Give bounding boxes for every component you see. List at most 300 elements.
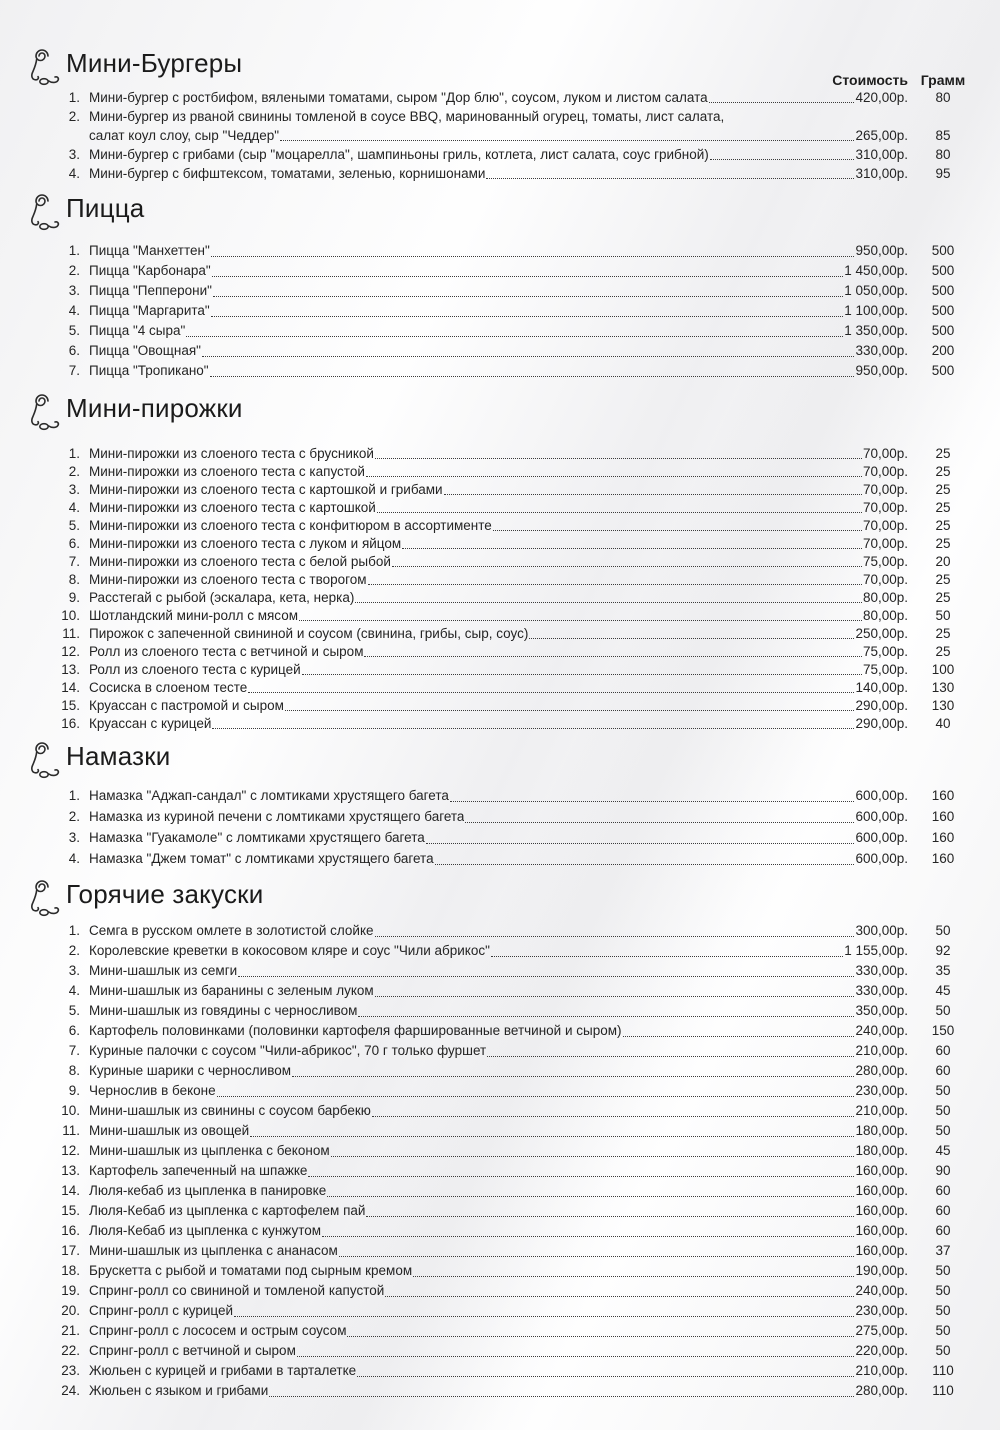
item-name: Шотландский мини-ролл с мясом (89, 608, 298, 623)
item-name: Мини-пирожки из слоеного теста с брусникой (89, 446, 374, 461)
menu-section (30, 879, 972, 1401)
item-number: 1. (68, 788, 80, 803)
dot-leader (327, 1196, 854, 1197)
dot-leader (709, 102, 855, 103)
item-price: 160,00р. (855, 1243, 908, 1258)
menu-item-row (30, 1101, 972, 1121)
item-grams: 110 (932, 1383, 954, 1398)
menu-item-row (30, 1261, 972, 1281)
menu-item-row (30, 1321, 972, 1341)
item-name: Мини-бургер с бифштексом, томатами, зеленью, корнишонами (89, 166, 486, 181)
price-column-header: Стоимость (832, 72, 908, 88)
dot-leader (269, 1396, 854, 1397)
menu-item-row (30, 981, 972, 1001)
item-number: 17. (61, 1243, 80, 1258)
item-price: 70,00р. (862, 500, 908, 515)
item-price: 290,00р. (855, 716, 908, 731)
section-title: Мини-Бургеры (66, 48, 243, 78)
section-title: Мини-пирожки (66, 393, 243, 423)
item-grams: 60 (935, 1203, 951, 1218)
menu-item-row (30, 679, 972, 697)
item-name: Намазка "Аджап-сандал" с ломтиками хрустящего багета (89, 788, 449, 803)
item-name: Чернослив в беконе (89, 1083, 216, 1098)
item-price: 190,00р. (855, 1263, 908, 1278)
item-number: 2. (68, 464, 80, 479)
dot-leader (280, 140, 854, 141)
item-number: 3. (68, 963, 80, 978)
item-grams: 50 (935, 1083, 951, 1098)
item-name: Мини-пирожки из слоеного теста с белой рыбой (89, 554, 391, 569)
dot-leader (368, 584, 862, 585)
menu-item-row (30, 281, 972, 301)
item-price: 70,00р. (862, 572, 908, 587)
item-price: 950,00р. (855, 363, 908, 378)
item-grams: 50 (935, 1003, 951, 1018)
item-price: 75,00р. (862, 644, 908, 659)
item-number: 2. (68, 109, 80, 124)
item-grams: 20 (935, 554, 951, 569)
dot-leader (413, 1276, 854, 1277)
item-number: 15. (61, 1203, 80, 1218)
item-number: 4. (68, 166, 80, 181)
dot-leader (529, 638, 854, 639)
menu-section (30, 393, 972, 733)
item-grams: 500 (931, 323, 955, 338)
item-grams: 130 (931, 698, 955, 713)
dot-leader (339, 1256, 855, 1257)
dot-leader (297, 1356, 855, 1357)
item-grams: 50 (935, 1323, 951, 1338)
dot-leader (210, 376, 855, 377)
menu-item-row (30, 553, 972, 571)
item-name: Спринг-ролл со свининой и томленой капустой (89, 1283, 385, 1298)
section-items (30, 241, 972, 381)
section-header (30, 393, 972, 429)
item-grams: 25 (935, 590, 951, 605)
item-number: 6. (68, 343, 80, 358)
item-grams: 150 (931, 1023, 955, 1038)
item-price: 1 350,00р. (844, 323, 908, 338)
item-name: Ролл из слоеного теста с курицей (89, 662, 301, 677)
dot-leader (487, 1056, 854, 1057)
menu-item-row (30, 301, 972, 321)
dot-leader (212, 728, 854, 729)
item-grams: 25 (935, 482, 951, 497)
item-grams: 45 (935, 1143, 951, 1158)
item-name: Пицца "Маргарита" (89, 303, 210, 318)
item-number: 7. (68, 363, 80, 378)
menu-item-row (30, 88, 972, 107)
dot-leader (375, 936, 855, 937)
item-price: 80,00р. (862, 608, 908, 623)
item-price: 240,00р. (855, 1283, 908, 1298)
item-price: 1 155,00р. (844, 943, 908, 958)
dot-leader (186, 336, 843, 337)
dot-leader (402, 548, 862, 549)
item-name: Мини-шашлык из овощей (89, 1123, 250, 1138)
section-header (30, 879, 972, 915)
item-number: 14. (61, 1183, 80, 1198)
menu-item-row (30, 1161, 972, 1181)
item-grams: 160 (931, 788, 955, 803)
item-number: 1. (68, 446, 80, 461)
item-name: Спринг-ролл с курицей (89, 1303, 234, 1318)
dot-leader (435, 864, 855, 865)
menu-item-row (30, 164, 972, 183)
section-items (30, 445, 972, 733)
dot-leader (710, 159, 855, 160)
menu-item-row (30, 499, 972, 517)
item-grams: 92 (935, 943, 951, 958)
item-number: 9. (68, 590, 80, 605)
item-grams: 160 (931, 809, 955, 824)
item-name: Пицца "Манхеттен" (89, 243, 210, 258)
item-grams: 80 (935, 90, 951, 105)
item-name: Картофель запеченный на шпажке (89, 1163, 308, 1178)
item-number: 9. (68, 1083, 80, 1098)
dot-leader (493, 530, 862, 531)
menu-section (30, 741, 972, 869)
item-number: 3. (68, 283, 80, 298)
item-name: Люля-кебаб из цыпленка в панировке (89, 1183, 327, 1198)
item-grams: 25 (935, 500, 951, 515)
item-number: 5. (68, 323, 80, 338)
item-number: 2. (68, 943, 80, 958)
item-price: 310,00р. (855, 147, 908, 162)
item-grams: 500 (931, 303, 955, 318)
item-grams: 110 (932, 1363, 954, 1378)
item-name: Мини-пирожки из слоеного теста с конфитюром в ассортименте (89, 518, 492, 533)
item-number: 13. (61, 1163, 80, 1178)
flourish-icon (28, 741, 62, 783)
item-price: 290,00р. (855, 698, 908, 713)
dot-leader (392, 566, 862, 567)
menu-item-row (30, 1281, 972, 1301)
grams-column-header: Грамм (920, 72, 966, 88)
item-number: 8. (68, 572, 80, 587)
item-grams: 500 (931, 363, 955, 378)
menu-item-row (30, 1021, 972, 1041)
menu-item-row (30, 1381, 972, 1401)
item-number: 4. (68, 983, 80, 998)
dot-leader (322, 1236, 854, 1237)
dot-leader (299, 620, 862, 621)
item-grams: 60 (935, 1063, 951, 1078)
item-number: 11. (62, 626, 80, 641)
item-name: Мини-шашлык из свинины с соусом барбекю (89, 1103, 371, 1118)
dot-leader (385, 1296, 854, 1297)
dot-leader (465, 822, 854, 823)
item-name: Намазка из куриной печени с ломтиками хрустящего багета (89, 809, 465, 824)
item-name: Куриные палочки с соусом "Чили-абрикос", 70 г только фуршет (89, 1043, 487, 1058)
item-price: 70,00р. (862, 518, 908, 533)
dot-leader (250, 1136, 854, 1137)
item-number: 24. (61, 1383, 80, 1398)
item-grams: 500 (931, 283, 955, 298)
menu-item-row (30, 643, 972, 661)
dot-leader (238, 976, 854, 977)
item-number: 12. (61, 644, 80, 659)
section-items (30, 921, 972, 1401)
menu-item-row (30, 1221, 972, 1241)
item-number: 22. (61, 1343, 80, 1358)
menu-item-row (30, 517, 972, 535)
menu-item-row (30, 261, 972, 281)
dot-leader (234, 1316, 854, 1317)
menu-sections (30, 48, 972, 1401)
item-price: 600,00р. (855, 809, 908, 824)
item-price: 70,00р. (862, 464, 908, 479)
dot-leader (357, 1376, 854, 1377)
menu-item-row (30, 463, 972, 481)
item-name: Брускетта с рыбой и томатами под сырным кремом (89, 1263, 413, 1278)
dot-leader (308, 1176, 854, 1177)
item-grams: 60 (935, 1183, 951, 1198)
item-number: 7. (68, 554, 80, 569)
item-number: 11. (62, 1123, 80, 1138)
item-number: 2. (68, 809, 80, 824)
item-grams: 25 (935, 644, 951, 659)
section-title: Намазки (66, 741, 171, 771)
item-name: Люля-Кебаб из цыпленка с кунжутом (89, 1223, 322, 1238)
menu-item-row (30, 1181, 972, 1201)
item-name: Мини-бургер из рваной свинины томленой в соусе BBQ, маринованный огурец, томаты, лист салата, (89, 109, 725, 124)
menu-item-row (30, 941, 972, 961)
menu-item-row (30, 715, 972, 733)
menu-item-row (30, 1121, 972, 1141)
item-price: 275,00р. (855, 1323, 908, 1338)
item-number: 6. (68, 536, 80, 551)
item-name: Круассан с курицей (89, 716, 212, 731)
dot-leader (377, 512, 862, 513)
item-name: Пирожок с запеченной свининой и соусом (свинина, грибы, сыр, соус) (89, 626, 529, 641)
menu-item-row (30, 827, 972, 848)
menu-item-row (30, 481, 972, 499)
flourish-icon (28, 393, 62, 435)
item-grams: 160 (931, 830, 955, 845)
item-name: Мини-шашлык из говядины с черносливом (89, 1003, 358, 1018)
item-grams: 50 (935, 923, 951, 938)
flourish-icon (28, 48, 62, 90)
item-price: 280,00р. (855, 1383, 908, 1398)
item-grams: 130 (931, 680, 955, 695)
dot-leader (491, 956, 843, 957)
item-grams: 45 (935, 983, 951, 998)
menu-item-row (30, 848, 972, 869)
item-price: 210,00р. (855, 1103, 908, 1118)
item-number: 4. (68, 303, 80, 318)
item-number: 12. (61, 1143, 80, 1158)
item-number: 20. (61, 1303, 80, 1318)
menu-item-row (30, 1341, 972, 1361)
item-price: 330,00р. (855, 963, 908, 978)
item-number: 8. (68, 1063, 80, 1078)
item-grams: 85 (935, 128, 951, 143)
item-number: 15. (61, 698, 80, 713)
dot-leader (366, 1216, 854, 1217)
item-number: 10. (61, 1103, 80, 1118)
item-name: Пицца "Тропикано" (89, 363, 209, 378)
menu-item-row (30, 145, 972, 164)
item-grams: 60 (935, 1223, 951, 1238)
dot-leader (366, 476, 862, 477)
item-name: Королевские креветки в кокосовом кляре и соус "Чили абрикос" (89, 943, 490, 958)
item-price: 280,00р. (855, 1063, 908, 1078)
menu-item-row (30, 961, 972, 981)
item-grams: 35 (935, 963, 951, 978)
item-name: Пицца "Пепперони" (89, 283, 212, 298)
item-price: 310,00р. (855, 166, 908, 181)
item-number: 1. (68, 243, 80, 258)
item-price: 180,00р. (855, 1143, 908, 1158)
flourish-icon (28, 879, 62, 921)
item-grams: 50 (935, 1283, 951, 1298)
menu-item-row (30, 1061, 972, 1081)
item-grams: 50 (935, 1343, 951, 1358)
section-items (30, 785, 972, 869)
dot-leader (372, 1116, 855, 1117)
item-name: Мини-шашлык из цыпленка с беконом (89, 1143, 330, 1158)
item-grams: 100 (931, 662, 955, 677)
item-number: 5. (68, 518, 80, 533)
item-number: 13. (61, 662, 80, 677)
item-number: 6. (68, 1023, 80, 1038)
item-price: 230,00р. (855, 1303, 908, 1318)
dot-leader (486, 178, 854, 179)
item-price: 300,00р. (855, 923, 908, 938)
item-price: 160,00р. (855, 1163, 908, 1178)
item-price: 75,00р. (862, 554, 908, 569)
item-price: 600,00р. (855, 830, 908, 845)
dot-leader (355, 602, 862, 603)
item-number: 3. (68, 830, 80, 845)
menu-item-row (30, 1041, 972, 1061)
item-grams: 50 (935, 1263, 951, 1278)
item-grams: 40 (935, 716, 951, 731)
item-grams: 25 (935, 446, 951, 461)
item-grams: 500 (931, 243, 955, 258)
item-number: 14. (61, 680, 80, 695)
item-name: Люля-Кебаб из цыпленка с картофелем пай (89, 1203, 366, 1218)
dot-leader (302, 674, 862, 675)
item-price: 240,00р. (855, 1023, 908, 1038)
item-grams: 160 (931, 851, 955, 866)
menu-item-row (30, 607, 972, 625)
item-name: Мини-шашлык из цыпленка с ананасом (89, 1243, 338, 1258)
menu-item-row (30, 1001, 972, 1021)
item-price: 70,00р. (862, 482, 908, 497)
dot-leader (211, 316, 843, 317)
menu-item-row (30, 1361, 972, 1381)
section-title: Горячие закуски (66, 879, 264, 909)
dot-leader (217, 1096, 855, 1097)
item-price: 600,00р. (855, 851, 908, 866)
item-price: 330,00р. (855, 983, 908, 998)
item-name: Намазка "Джем томат" с ломтиками хрустящего багета (89, 851, 434, 866)
item-grams: 25 (935, 572, 951, 587)
item-grams: 80 (935, 147, 951, 162)
menu-item-row (30, 126, 972, 145)
menu-item-row (30, 361, 972, 381)
item-name: Пицца "Овощная" (89, 343, 201, 358)
item-name: Мини-шашлык из баранины с зеленым луком (89, 983, 374, 998)
item-price: 160,00р. (855, 1203, 908, 1218)
item-price: 230,00р. (855, 1083, 908, 1098)
item-number: 4. (68, 851, 80, 866)
item-grams: 95 (935, 166, 951, 181)
item-number: 19. (61, 1283, 80, 1298)
item-number: 21. (61, 1323, 80, 1338)
item-name: Мини-шашлык из семги (89, 963, 238, 978)
item-number: 2. (68, 263, 80, 278)
item-grams: 90 (935, 1163, 951, 1178)
item-name: Намазка "Гуакамоле" с ломтиками хрустящего багета (89, 830, 425, 845)
dot-leader (623, 1036, 855, 1037)
item-price: 75,00р. (862, 662, 908, 677)
menu-item-row (30, 661, 972, 679)
menu-section (30, 48, 972, 183)
item-grams: 25 (935, 536, 951, 551)
item-name: Пицца "4 сыра" (89, 323, 186, 338)
item-number: 5. (68, 1003, 80, 1018)
dot-leader (375, 996, 855, 997)
menu-item-row (30, 785, 972, 806)
dot-leader (292, 1076, 854, 1077)
section-header (30, 741, 972, 777)
item-name: Круассан с пастромой и сыром (89, 698, 284, 713)
section-header (30, 48, 972, 84)
menu-item-row (30, 107, 972, 126)
menu-item-row (30, 1241, 972, 1261)
item-number: 4. (68, 500, 80, 515)
item-number: 3. (68, 147, 80, 162)
item-grams: 50 (935, 1103, 951, 1118)
item-number: 7. (68, 1043, 80, 1058)
item-price: 265,00р. (855, 128, 908, 143)
item-price: 70,00р. (862, 446, 908, 461)
item-price: 1 450,00р. (844, 263, 908, 278)
item-price: 180,00р. (855, 1123, 908, 1138)
item-name: Картофель половинками (половинки картофеля фаршированные ветчиной и сыром) (89, 1023, 622, 1038)
item-name: Мини-пирожки из слоеного теста с картошкой и грибами (89, 482, 443, 497)
item-number: 1. (68, 923, 80, 938)
item-price: 950,00р. (855, 243, 908, 258)
item-price: 140,00р. (855, 680, 908, 695)
item-name: Мини-пирожки из слоеного теста с капустой (89, 464, 365, 479)
item-name: салат коул слоу, сыр "Чеддер" (89, 128, 280, 143)
item-price: 600,00р. (855, 788, 908, 803)
item-name: Пицца "Карбонара" (89, 263, 211, 278)
item-price: 250,00р. (855, 626, 908, 641)
menu-item-row (30, 445, 972, 463)
item-grams: 60 (935, 1043, 951, 1058)
menu-item-row (30, 535, 972, 553)
dot-leader (444, 494, 862, 495)
dot-leader (347, 1336, 854, 1337)
dot-leader (331, 1156, 855, 1157)
item-grams: 37 (935, 1243, 951, 1258)
item-grams: 25 (935, 464, 951, 479)
menu-section (30, 193, 972, 381)
dot-leader (248, 692, 854, 693)
item-name: Расстегай с рыбой (эскалара, кета, нерка) (89, 590, 355, 605)
section-title: Пицца (66, 193, 145, 223)
menu-item-row (30, 589, 972, 607)
item-name: Ролл из слоеного теста с ветчиной и сыром (89, 644, 364, 659)
menu-item-row (30, 241, 972, 261)
item-name: Сосиска в слоеном тесте (89, 680, 248, 695)
dot-leader (211, 256, 855, 257)
